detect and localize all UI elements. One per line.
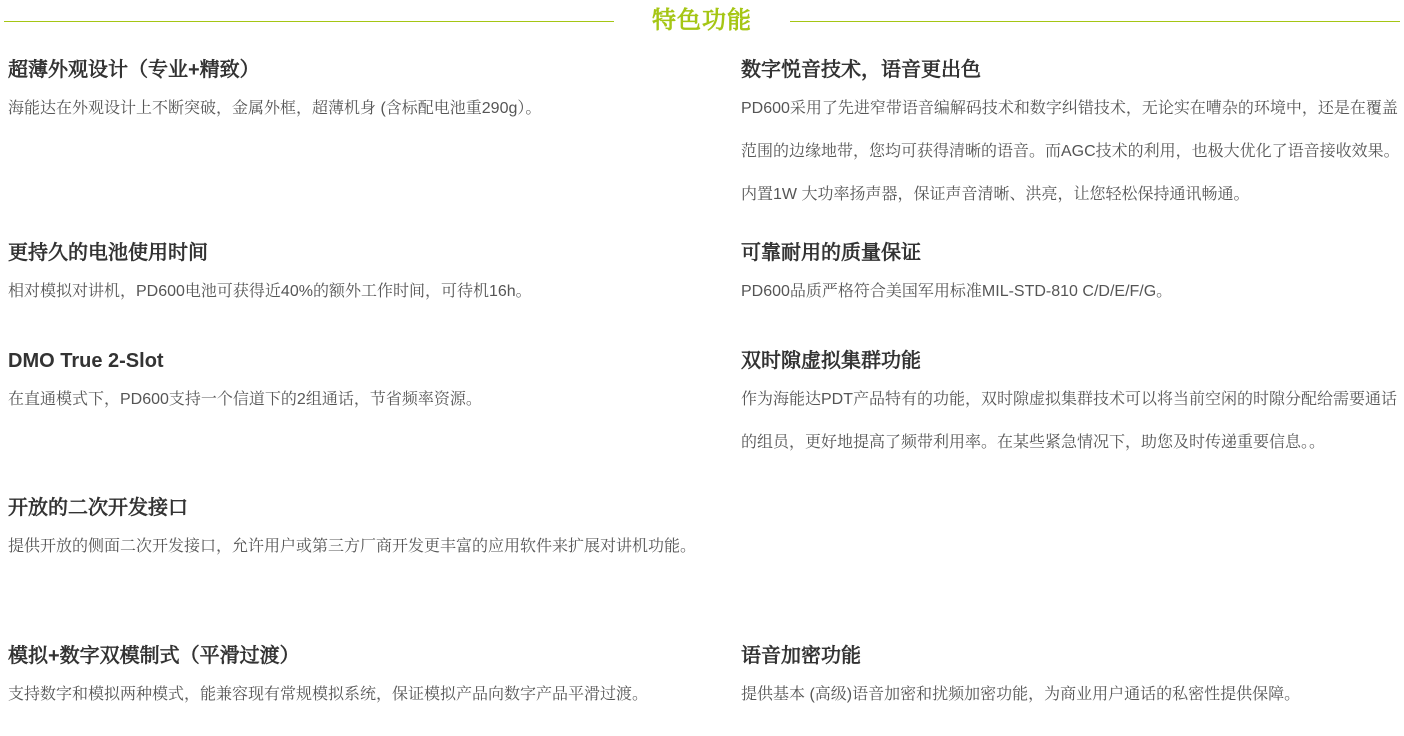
feature-title: 可靠耐用的质量保证: [741, 242, 921, 264]
feature-quality-assurance: [741, 241, 1401, 313]
header-rule-right: [790, 21, 1400, 22]
header-rule-left: [4, 21, 614, 22]
feature-dual-mode: [8, 644, 698, 716]
feature-pseudo-trunking: [741, 349, 1401, 464]
feature-slim-design: [8, 58, 698, 130]
feature-body: 相对模拟对讲机，PD600电池可获得近40%的额外工作时间，可待机16h。: [8, 283, 532, 300]
feature-voice-encryption: [741, 644, 1401, 716]
feature-dmo-true-2-slot: [8, 349, 698, 421]
feature-body: 在直通模式下，PD600支持一个信道下的2组通话，节省频率资源。: [8, 391, 482, 408]
feature-body: PD600品质严格符合美国军用标准MIL-STD-810 C/D/E/F/G。: [741, 283, 1173, 300]
feature-body: 支持数字和模拟两种模式，能兼容现有常规模拟系统，保证模拟产品向数字产品平滑过渡。: [8, 686, 649, 703]
feature-title: 双时隙虚拟集群功能: [741, 350, 921, 372]
feature-body: 作为海能达PDT产品特有的功能，双时隙虚拟集群技术可以将当前空闲的时隙分配给需要通话的组员，更好地提高了频带利用率。在某些紧急情况下，助您及时传递重要信息。。: [741, 391, 1398, 451]
feature-title: 超薄外观设计（专业+精致）: [8, 59, 260, 81]
feature-battery-life: [8, 241, 698, 313]
feature-body: 提供开放的侧面二次开发接口，允许用户或第三方厂商开发更丰富的应用软件来扩展对讲机功能。: [8, 538, 697, 555]
feature-title: 语音加密功能: [741, 645, 861, 667]
feature-title: 开放的二次开发接口: [8, 497, 188, 519]
feature-body: 海能达在外观设计上不断突破，金属外框，超薄机身 (含标配电池重290g）。: [8, 100, 542, 117]
feature-open-api: [8, 496, 698, 568]
feature-body: PD600采用了先进窄带语音编解码技术和数字纠错技术，无论实在嘈杂的环境中，还是在覆盖范围的边缘地带，您均可获得清晰的语音。而AGC技术的利用，也极大优化了语音接收效果。内置1W 大功率扬声器，保证声音清晰、洪亮，让您轻松保持通讯畅通。: [741, 100, 1400, 203]
feature-title: 模拟+数字双模制式（平滑过渡）: [8, 645, 300, 667]
feature-title: 数字悦音技术，语音更出色: [741, 59, 981, 81]
section-header: [4, 6, 1400, 36]
feature-title: 更持久的电池使用时间: [8, 242, 208, 264]
feature-body: 提供基本 (高级)语音加密和扰频加密功能，为商业用户通话的私密性提供保障。: [741, 686, 1301, 703]
feature-digital-audio: [741, 58, 1401, 216]
feature-title: DMO True 2-Slot: [8, 350, 164, 372]
page-title: 特色功能: [652, 7, 752, 34]
